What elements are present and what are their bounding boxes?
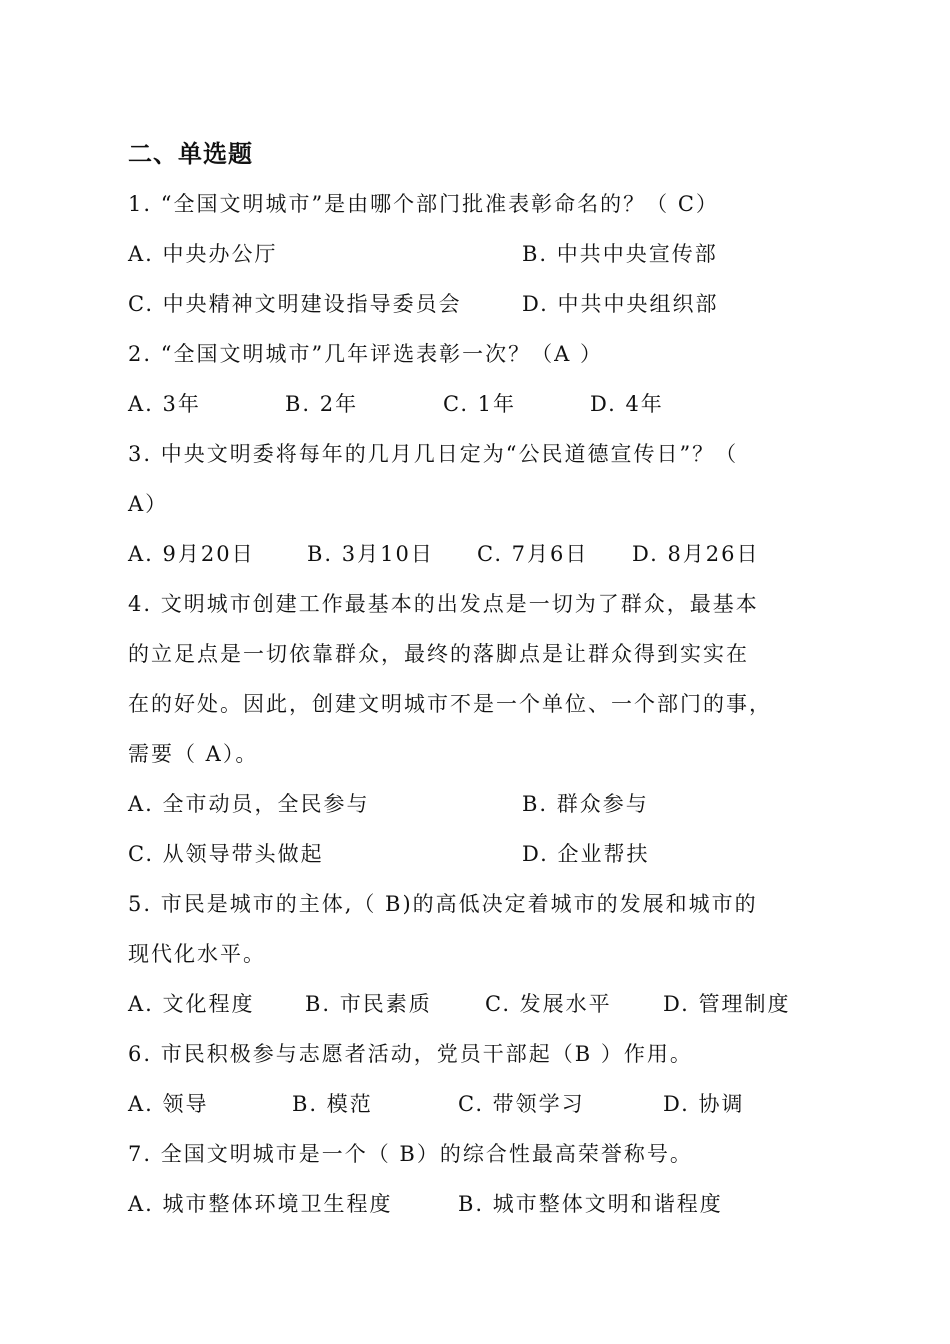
- question-6-option-b: B. 模范: [292, 1092, 373, 1116]
- question-5-text-line-1: 5. 市民是城市的主体,（ B)的高低决定着城市的发展和城市的: [128, 892, 758, 916]
- question-2-option-b: B. 2年: [285, 392, 359, 416]
- question-3-text-line-1: 3. 中央文明委将每年的几月几日定为“公民道德宣传日”？（: [128, 442, 739, 466]
- question-1-text: 1. “全国文明城市”是由哪个部门批准表彰命名的？（ C）: [128, 192, 719, 216]
- question-1-option-a: A. 中央办公厅: [128, 242, 278, 266]
- question-4-text-line-1: 4. 文明城市创建工作最基本的出发点是一切为了群众，最基本: [128, 592, 759, 616]
- question-1-option-c: C. 中央精神文明建设指导委员会: [128, 292, 462, 316]
- question-3-option-c: C. 7月6日: [477, 542, 589, 566]
- question-6-option-c: C. 带领学习: [458, 1092, 585, 1116]
- question-5-option-b: B. 市民素质: [305, 992, 432, 1016]
- question-7-option-b: B. 城市整体文明和谐程度: [458, 1192, 723, 1216]
- question-2-option-d: D. 4年: [590, 392, 664, 416]
- question-3-option-b: B. 3月10日: [307, 542, 434, 566]
- question-4-option-c: C. 从领导带头做起: [128, 842, 324, 866]
- question-5-option-d: D. 管理制度: [663, 992, 791, 1016]
- question-5-text-line-2: 现代化水平。: [128, 942, 266, 966]
- question-2-option-c: C. 1年: [443, 392, 517, 416]
- question-4-text-line-3: 在的好处。因此，创建文明城市不是一个单位、一个部门的事，: [128, 692, 772, 716]
- question-6-text: 6. 市民积极参与志愿者活动，党员干部起（B ）作用。: [128, 1042, 693, 1066]
- question-4-option-a: A. 全市动员，全民参与: [128, 792, 370, 816]
- question-5-option-c: C. 发展水平: [485, 992, 612, 1016]
- question-5-option-a: A. 文化程度: [128, 992, 255, 1016]
- question-2-text: 2. “全国文明城市”几年评选表彰一次？（A ）: [128, 342, 604, 366]
- question-7-text: 7. 全国文明城市是一个（ B）的综合性最高荣誉称号。: [128, 1142, 693, 1166]
- question-2-option-a: A. 3年: [128, 392, 201, 416]
- question-7-option-a: A. 城市整体环境卫生程度: [128, 1192, 393, 1216]
- question-4-option-b: B. 群众参与: [522, 792, 649, 816]
- question-3-text-line-2: A）: [128, 492, 169, 516]
- question-3-option-a: A. 9月20日: [128, 542, 255, 566]
- section-title: 二、单选题: [128, 140, 253, 168]
- question-4-option-d: D. 企业帮扶: [522, 842, 650, 866]
- question-6-option-a: A. 领导: [128, 1092, 209, 1116]
- question-4-text-line-4: 需要（ A）。: [128, 742, 259, 766]
- question-1-option-b: B. 中共中央宣传部: [522, 242, 718, 266]
- question-1-option-d: D. 中共中央组织部: [522, 292, 719, 316]
- question-4-text-line-2: 的立足点是一切依靠群众，最终的落脚点是让群众得到实实在: [128, 642, 749, 666]
- question-3-option-d: D. 8月26日: [632, 542, 760, 566]
- question-6-option-d: D. 协调: [663, 1092, 745, 1116]
